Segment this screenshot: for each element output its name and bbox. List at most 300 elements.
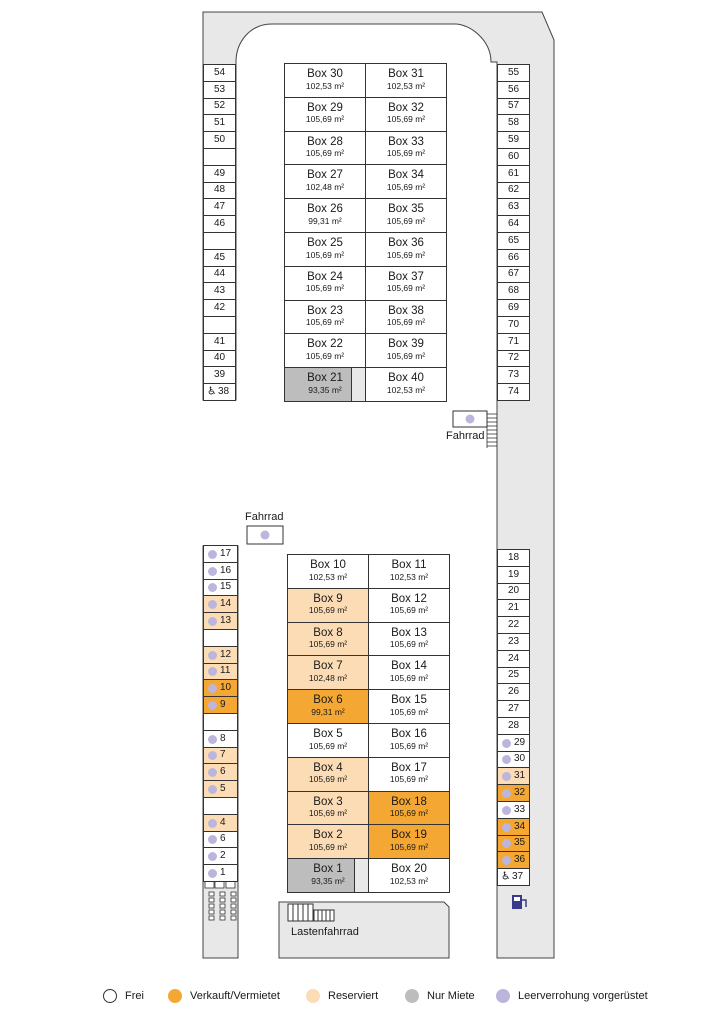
spot-number: 71 [507,335,520,347]
spot-number: 21 [507,602,520,614]
spot-number: 19 [507,568,520,580]
garage-box-34[interactable] [365,164,447,199]
spot-number: 12 [220,648,232,660]
spot-number: 31 [514,770,526,782]
box-area: 105,69 m² [389,774,429,785]
charging-prep-dot [208,600,217,609]
spot-74[interactable] [497,383,530,401]
spot-42[interactable] [203,299,236,317]
box-name: Box 16 [391,728,427,740]
spot-blank-5[interactable] [203,629,238,647]
spot-41[interactable] [203,333,236,351]
box-area: 105,69 m² [386,148,426,159]
garage-box-37[interactable] [365,266,447,301]
garage-box-31[interactable] [365,63,447,98]
garage-box-7[interactable] [287,655,369,690]
spot-64[interactable] [497,215,530,233]
spot-50[interactable] [203,131,236,149]
charging-prep-dot [502,772,511,781]
legend-swatch-icon [168,989,182,1003]
legend-label: Frei [125,990,144,1002]
spot-number: 5 [220,783,226,795]
spot-10[interactable] [203,679,238,697]
spot-number: 14 [220,598,232,610]
garage-box-18[interactable] [368,791,450,826]
spot-69[interactable] [497,299,530,317]
spot-number: 39 [213,369,226,381]
spot-56[interactable] [497,81,530,99]
garage-box-27[interactable] [284,164,366,199]
box-area: 105,69 m² [389,808,429,819]
box-name: Box 37 [388,270,424,283]
box-side-strip [351,368,365,401]
garage-box-29[interactable] [284,97,366,132]
box-name: Box 17 [391,761,427,774]
box-area: 105,69 m² [389,639,429,650]
box-name: Box 10 [310,559,346,571]
spot-number: 57 [507,100,520,112]
box-name: Box 1 [313,863,343,876]
wheelchair-icon: ♿ [501,870,511,883]
box-name: Box 28 [307,135,343,148]
legend-swatch-icon [103,989,117,1003]
legend-item-reserviert [306,986,378,1006]
box-area: 105,69 m² [305,351,345,362]
box-name: Box 32 [388,101,424,114]
spot-19[interactable] [497,566,530,584]
spot-11[interactable] [203,663,238,681]
box-area: 93,35 m² [311,875,345,886]
spot-number: 41 [213,335,226,347]
spot-43[interactable] [203,282,236,300]
box-area: 105,69 m² [389,706,429,717]
spot-number: 49 [213,167,226,179]
garage-box-4[interactable] [287,757,369,792]
spot-26[interactable] [497,683,530,701]
spot-21[interactable] [497,599,530,617]
box-name: Box 18 [391,795,427,808]
box-name: Box 15 [391,694,427,707]
charging-prep-dot [208,651,217,660]
garage-box-19[interactable] [368,824,450,859]
box-area: 102,53 m² [389,875,429,886]
spot-number: 15 [220,581,232,593]
spot-32[interactable] [497,784,530,802]
box-area: 102,48 m² [308,673,348,684]
box-area: 105,69 m² [308,842,348,853]
spot-70[interactable] [497,316,530,334]
spot-15[interactable] [203,579,238,597]
spot-61[interactable] [497,165,530,183]
box-side-strip [354,859,368,892]
spot-6[interactable] [203,831,238,849]
spot-16[interactable] [203,562,238,580]
garage-box-22[interactable] [284,333,366,368]
box-area: 102,53 m² [386,384,426,395]
spot-63[interactable] [497,198,530,216]
garage-box-23[interactable] [284,300,366,335]
spot-46[interactable] [203,215,236,233]
spot-34[interactable] [497,818,530,836]
charging-prep-dot [502,839,511,848]
box-name: Box 22 [307,338,343,351]
spot-number: 65 [507,234,520,246]
spot-number: 73 [507,369,520,381]
charging-prep-dot [208,785,217,794]
spot-blank-5[interactable] [203,148,236,166]
box-area: 105,69 m² [305,249,345,260]
bike-label-bottom: Fahrrad [245,511,284,523]
spot-55[interactable] [497,64,530,82]
spot-number: 63 [507,201,520,213]
box-area: 102,53 m² [308,571,348,582]
spot-36[interactable] [497,851,530,869]
spot-59[interactable] [497,131,530,149]
garage-box-20[interactable] [368,858,450,893]
charging-prep-dot [502,856,511,865]
spot-66[interactable] [497,249,530,267]
garage-box-1[interactable] [287,858,369,893]
spot-60[interactable] [497,148,530,166]
charging-prep-dot [208,550,217,559]
box-area: 102,53 m² [305,80,345,91]
box-name: Box 30 [307,68,343,80]
spot-51[interactable] [203,114,236,132]
charging-prep-dot [208,684,217,693]
box-area: 105,69 m² [386,283,426,294]
spot-number: 44 [213,268,226,280]
spot-24[interactable] [497,650,530,668]
box-area: 105,69 m² [305,317,345,328]
spot-73[interactable] [497,366,530,384]
spot-number: 16 [220,564,232,576]
box-name: Box 19 [391,829,427,842]
garage-box-6[interactable] [287,689,369,724]
charging-prep-dot [502,823,511,832]
spot-number: 70 [507,318,520,330]
charging-prep-dot [502,789,511,798]
charging-prep-dot [208,583,217,592]
spot-number: 17 [220,547,232,559]
spot-25[interactable] [497,667,530,685]
garage-box-24[interactable] [284,266,366,301]
spot-number: 47 [213,201,226,213]
box-name: Box 7 [313,660,343,673]
box-name: Box 29 [307,101,343,114]
spot-57[interactable] [497,98,530,116]
bike-top-dot [466,415,475,424]
spot-number: 46 [213,218,226,230]
box-name: Box 2 [313,829,343,842]
spot-62[interactable] [497,182,530,200]
spot-number: 67 [507,268,520,280]
spot-4[interactable] [203,814,238,832]
spot-number: 23 [507,635,520,647]
box-name: Box 38 [388,304,424,317]
garage-box-28[interactable] [284,131,366,166]
charging-prep-dot [208,617,217,626]
spot-number: 6 [220,833,226,845]
spot-number: 24 [507,652,520,664]
box-name: Box 12 [391,592,427,605]
box-name: Box 6 [313,694,343,707]
box-name: Box 36 [388,237,424,249]
box-area: 93,35 m² [308,384,342,395]
spot-45[interactable] [203,249,236,267]
garage-box-9[interactable] [287,588,369,623]
box-area: 105,69 m² [386,215,426,226]
box-area: 105,69 m² [386,317,426,328]
spot-38[interactable] [203,383,236,401]
spot-number: 68 [507,285,520,297]
spot-72[interactable] [497,350,530,368]
spot-number: 1 [220,867,226,879]
garage-box-11[interactable] [368,554,450,589]
box-area: 105,69 m² [386,182,426,193]
garage-box-30[interactable] [284,63,366,98]
box-name: Box 26 [307,203,343,216]
charging-prep-dot [208,751,217,760]
spot-48[interactable] [203,182,236,200]
spot-number: 30 [514,753,526,765]
box-area: 105,69 m² [389,740,429,751]
box-area: 105,69 m² [386,351,426,362]
garage-box-15[interactable] [368,689,450,724]
charging-prep-dot [208,852,217,861]
box-area: 105,69 m² [308,740,348,751]
box-name: Box 9 [313,592,343,605]
spot-53[interactable] [203,81,236,99]
legend-item-leerverrohung [496,986,648,1006]
box-name: Box 21 [307,372,343,385]
legend-label: Leerverrohung vorgerüstet [518,990,648,1002]
spot-number: 72 [507,352,520,364]
spot-number: 18 [507,551,520,563]
spot-65[interactable] [497,232,530,250]
box-area: 102,53 m² [386,80,426,91]
spot-blank-15[interactable] [203,316,236,334]
spot-number: 55 [507,66,520,78]
box-name: Box 5 [313,728,343,740]
spot-number: 2 [220,850,226,862]
legend-label: Verkauft/Vermietet [190,990,280,1002]
spot-22[interactable] [497,616,530,634]
garage-box-16[interactable] [368,723,450,758]
spot-number: 4 [220,816,226,828]
legend-swatch-icon [405,989,419,1003]
box-area: 105,69 m² [308,774,348,785]
spot-number: 34 [514,820,526,832]
spot-58[interactable] [497,114,530,132]
garage-box-38[interactable] [365,300,447,335]
garage-box-3[interactable] [287,791,369,826]
legend-swatch-icon [306,989,320,1003]
box-name: Box 14 [391,660,427,673]
spot-29[interactable] [497,734,530,752]
spot-9[interactable] [203,696,238,714]
spot-number: 36 [514,854,526,866]
spot-49[interactable] [203,165,236,183]
charging-prep-dot [502,806,511,815]
spot-number: 25 [507,669,520,681]
box-name: Box 31 [388,68,424,80]
spot-39[interactable] [203,366,236,384]
spot-number: 29 [514,736,526,748]
legend-label: Nur Miete [427,990,475,1002]
box-name: Box 27 [307,169,343,182]
spot-number: 56 [507,83,520,95]
charging-prep-dot [208,735,217,744]
spot-number: 60 [507,150,520,162]
cargo-bike-label: Lastenfahrrad [291,926,359,938]
spot-28[interactable] [497,717,530,735]
legend-item-frei [103,986,144,1006]
box-name: Box 23 [307,304,343,317]
garage-box-17[interactable] [368,757,450,792]
spot-44[interactable] [203,266,236,284]
spot-number: 62 [507,184,520,196]
box-name: Box 35 [388,203,424,216]
spot-number: 10 [220,682,232,694]
spot-6[interactable] [203,763,238,781]
spot-number: 58 [507,117,520,129]
spot-number: 7 [220,749,226,761]
spot-number: 27 [507,703,520,715]
spot-54[interactable] [203,64,236,82]
garage-box-32[interactable] [365,97,447,132]
box-name: Box 40 [388,372,424,385]
garage-box-33[interactable] [365,131,447,166]
spot-number: 32 [514,787,526,799]
wheelchair-icon: ♿ [207,385,217,398]
stairs-icon [487,412,497,448]
spot-number: 37 [512,871,524,883]
spot-52[interactable] [203,98,236,116]
garage-box-14[interactable] [368,655,450,690]
spot-number: 20 [507,585,520,597]
garage-box-10[interactable] [287,554,369,589]
box-name: Box 4 [313,761,343,774]
spot-40[interactable] [203,350,236,368]
spot-number: 61 [507,167,520,179]
spot-blank-15[interactable] [203,797,238,815]
charging-prep-dot [208,667,217,676]
spot-35[interactable] [497,835,530,853]
spot-number: 52 [213,100,226,112]
spot-number: 11 [220,665,231,677]
spot-20[interactable] [497,583,530,601]
spot-23[interactable] [497,633,530,651]
spot-18[interactable] [497,549,530,567]
spot-number: 38 [218,386,230,398]
spot-number: 28 [507,719,520,731]
spot-14[interactable] [203,595,238,613]
spot-number: 66 [507,251,520,263]
garage-box-5[interactable] [287,723,369,758]
garage-box-35[interactable] [365,198,447,233]
spot-number: 26 [507,686,520,698]
box-name: Box 3 [313,795,343,808]
garage-box-8[interactable] [287,622,369,657]
box-name: Box 34 [388,169,424,182]
spot-33[interactable] [497,801,530,819]
charging-prep-dot [208,701,217,710]
spot-number: 54 [213,66,226,78]
spot-2[interactable] [203,847,238,865]
spot-30[interactable] [497,751,530,769]
charging-prep-dot [208,819,217,828]
spot-8[interactable] [203,730,238,748]
bike-label-top: Fahrrad [446,430,485,442]
box-name: Box 24 [307,270,343,283]
spot-blank-10[interactable] [203,713,238,731]
legend-label: Reserviert [328,990,379,1002]
garage-box-39[interactable] [365,333,447,368]
garage-box-13[interactable] [368,622,450,657]
spot-number: 59 [507,134,520,146]
box-area: 102,53 m² [389,571,429,582]
box-name: Box 33 [388,135,424,148]
box-area: 105,69 m² [386,249,426,260]
garage-box-21[interactable] [284,367,366,402]
spot-number: 40 [213,352,226,364]
garage-box-26[interactable] [284,198,366,233]
spot-number: 53 [213,83,226,95]
spot-68[interactable] [497,282,530,300]
spot-27[interactable] [497,700,530,718]
charging-prep-dot [208,768,217,777]
box-area: 102,48 m² [305,182,345,193]
legend-swatch-icon [496,989,510,1003]
spot-1[interactable] [203,864,238,882]
spot-71[interactable] [497,333,530,351]
box-area: 105,69 m² [389,673,429,684]
charging-prep-dot [208,835,217,844]
legend-item-verkauft [168,986,280,1006]
garage-box-12[interactable] [368,588,450,623]
garage-box-25[interactable] [284,232,366,267]
box-area: 105,69 m² [305,148,345,159]
box-name: Box 13 [391,626,427,639]
legend [0,986,724,1006]
spot-number: 22 [507,619,520,631]
box-area: 99,31 m² [311,706,345,717]
spot-17[interactable] [203,545,238,563]
spot-number: 69 [507,302,520,314]
bike-bottom-dot [261,531,270,540]
spot-number: 48 [213,184,226,196]
box-area: 99,31 m² [308,215,342,226]
garage-box-36[interactable] [365,232,447,267]
garage-box-40[interactable] [365,367,447,402]
box-name: Box 11 [391,559,427,571]
spot-12[interactable] [203,646,238,664]
spot-7[interactable] [203,747,238,765]
garage-box-2[interactable] [287,824,369,859]
spot-number: 35 [514,837,526,849]
spot-number: 45 [213,251,226,263]
spot-blank-10[interactable] [203,232,236,250]
spot-5[interactable] [203,780,238,798]
spot-37[interactable] [497,868,530,886]
spot-13[interactable] [203,612,238,630]
spot-31[interactable] [497,767,530,785]
box-name: Box 25 [307,237,343,249]
spot-number: 6 [220,766,226,778]
charging-prep-dot [208,869,217,878]
spot-67[interactable] [497,266,530,284]
spot-47[interactable] [203,198,236,216]
